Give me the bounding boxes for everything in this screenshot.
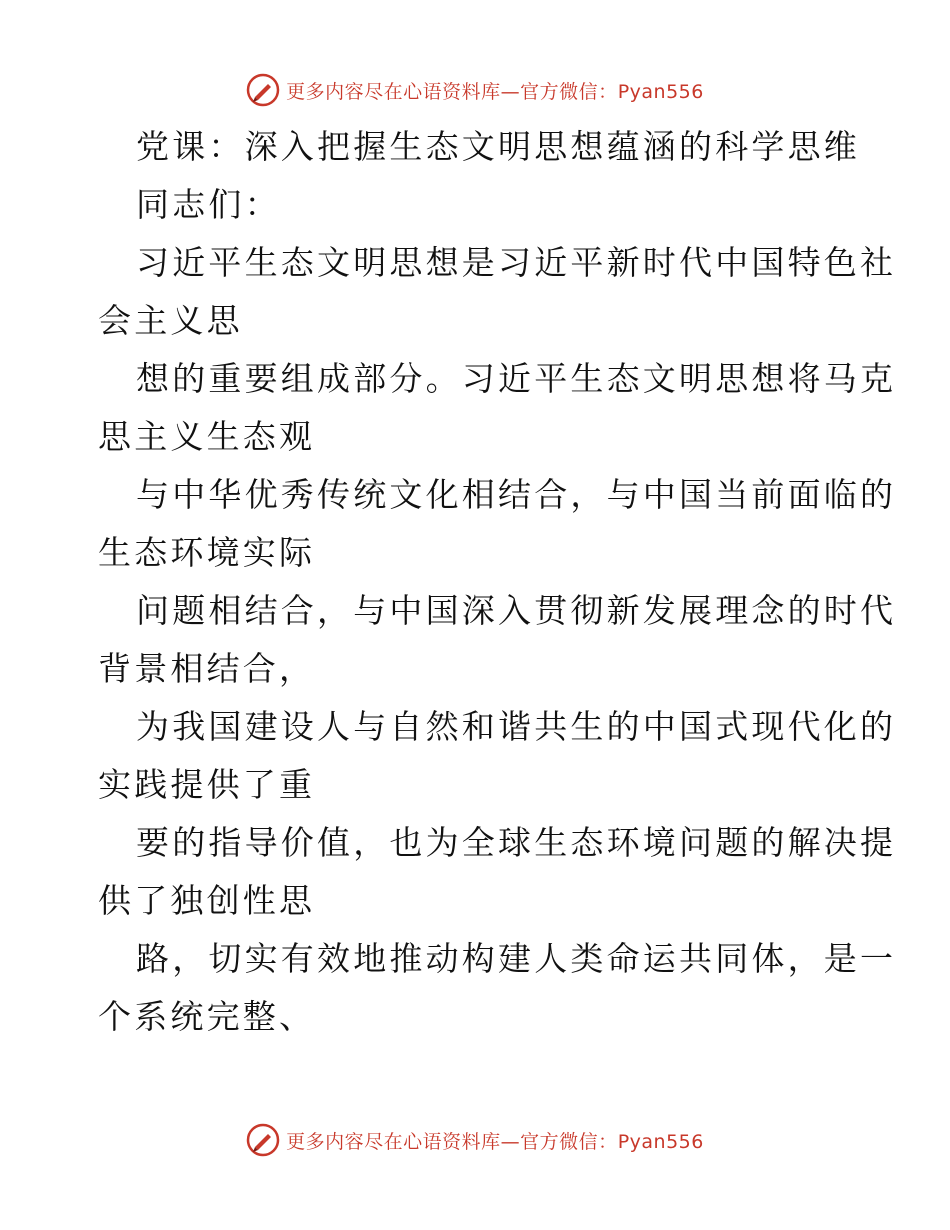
watermark-text (286, 77, 704, 104)
greeting: 同志们： (136, 185, 281, 224)
watermark-text (286, 1127, 704, 1154)
paragraph-line: 为我国建设人与自然和谐共生的中国式现代化的 (136, 707, 897, 746)
document-title: 党课：深入把握生态文明思想蕴涵的科学思维 (136, 127, 860, 166)
paragraph-line: 个系统完整、 (98, 997, 316, 1036)
pen-logo-icon (246, 73, 280, 107)
watermark-wechat-label: 官方微信： (520, 80, 618, 103)
paragraph-line: 想的重要组成部分。习近平生态文明思想将马克 (136, 359, 897, 398)
paragraph-line: 生态环境实际 (98, 533, 316, 572)
watermark-main: 更多内容尽在心语资料库 (286, 80, 501, 103)
paragraph-line: 习近平生态文明思想是习近平新时代中国特色社 (136, 243, 897, 282)
watermark-wechat-id: Pyan556 (617, 1130, 704, 1153)
watermark-footer (0, 1120, 950, 1160)
paragraph-line: 与中华优秀传统文化相结合，与中国当前面临的 (136, 475, 897, 514)
paragraph-line: 要的指导价值，也为全球生态环境问题的解决提 (136, 823, 897, 862)
paragraph-line: 背景相结合， (98, 649, 316, 688)
paragraph-line: 路，切实有效地推动构建人类命运共同体，是一 (136, 939, 897, 978)
watermark-separator: — (500, 1130, 521, 1153)
paragraph-line: 会主义思 (98, 301, 243, 340)
watermark-wechat-id: Pyan556 (617, 80, 704, 103)
paragraph-line: 实践提供了重 (98, 765, 316, 804)
document-body (98, 118, 897, 1046)
watermark-header (0, 70, 950, 110)
paragraph-line: 思主义生态观 (98, 417, 316, 456)
watermark-main: 更多内容尽在心语资料库 (286, 1130, 501, 1153)
pen-logo-icon (246, 1123, 280, 1157)
watermark-separator: — (500, 80, 521, 103)
watermark-wechat-label: 官方微信： (520, 1130, 618, 1153)
paragraph-line: 供了独创性思 (98, 881, 316, 920)
paragraph-line: 问题相结合，与中国深入贯彻新发展理念的时代 (136, 591, 897, 630)
